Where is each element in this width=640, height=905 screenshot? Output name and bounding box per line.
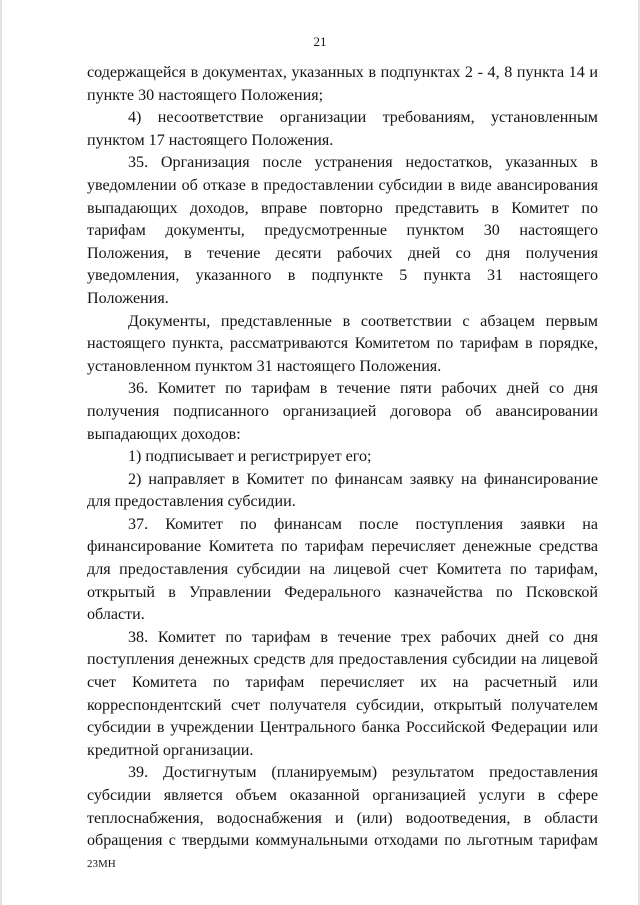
paragraph-documents: Документы, представленные в соответствии с абзацем первым настоящего пункта, рассматриваются Комитетом по тарифам в порядке, установленном пунктом 31 настоящего Положения. [87, 312, 598, 375]
paragraph-clause-38: 38. Комитет по тарифам в течение трех рабочих дней со дня поступления денежных средств для предоставления субсидии на лицевой счет Комитета по тарифам перечисляет их на расчетный или корреспондентский счет получателя субсидии, открытый получателем субсидии в учреждении Центрального банка Российской Федерации или кредитной организации. [87, 628, 598, 759]
paragraph-clause-35: 35. Организация после устранения недостатков, указанных в уведомлении об отказе в предоставлении субсидии в виде авансирования выпадающих доходов, вправе повторно представить в Комитет по тарифам документы, предусмотренные пунктом 30 настоящего Положения, в течение десяти рабочих дней со дня получения уведомления, указанного в подпункте 5 пункта 31 настоящего Положения. [87, 154, 598, 307]
paragraph-item-1: 1) подписывает и регистрирует его; [128, 448, 372, 466]
page-number: 21 [313, 34, 327, 49]
paragraph-clause-37: 37. Комитет по финансам после поступления заявки на финансирование Комитета по тарифам перечисляет денежные средства для предоставления субсидии на лицевой счет Комитета по тарифам, открытый в Управлении Федерального казначейства по Псковской области. [87, 515, 598, 624]
paragraph-clause-39: 39. Достигнутым (планируемым) результатом предоставления субсидии является объем оказанной организацией услуги в сфере теплоснабжения, водоснабжения и (или) водоотведения, в области обращения с твердыми коммунальными отходами по льготным тарифам [87, 764, 598, 850]
scan-edge-left [0, 0, 2, 905]
paragraph-item-2: 2) направляет в Комитет по финансам заявку на финансирование для предоставления субсидии. [87, 470, 598, 511]
paragraph-continuation: содержащейся в документах, указанных в подпунктах 2 - 4, 8 пункта 14 и пункте 30 настоящего Положения; [87, 64, 598, 104]
footer-document-code: 23МН [87, 858, 116, 870]
paragraph-item-4: 4) несоответствие организации требованиям, установленным пунктом 17 настоящего Положения. [87, 109, 598, 149]
document-body [87, 62, 598, 853]
paragraph-clause-36: 36. Комитет по тарифам в течение пяти рабочих дней со дня получения подписанного организацией договора об авансировании выпадающих доходов: [87, 380, 598, 443]
